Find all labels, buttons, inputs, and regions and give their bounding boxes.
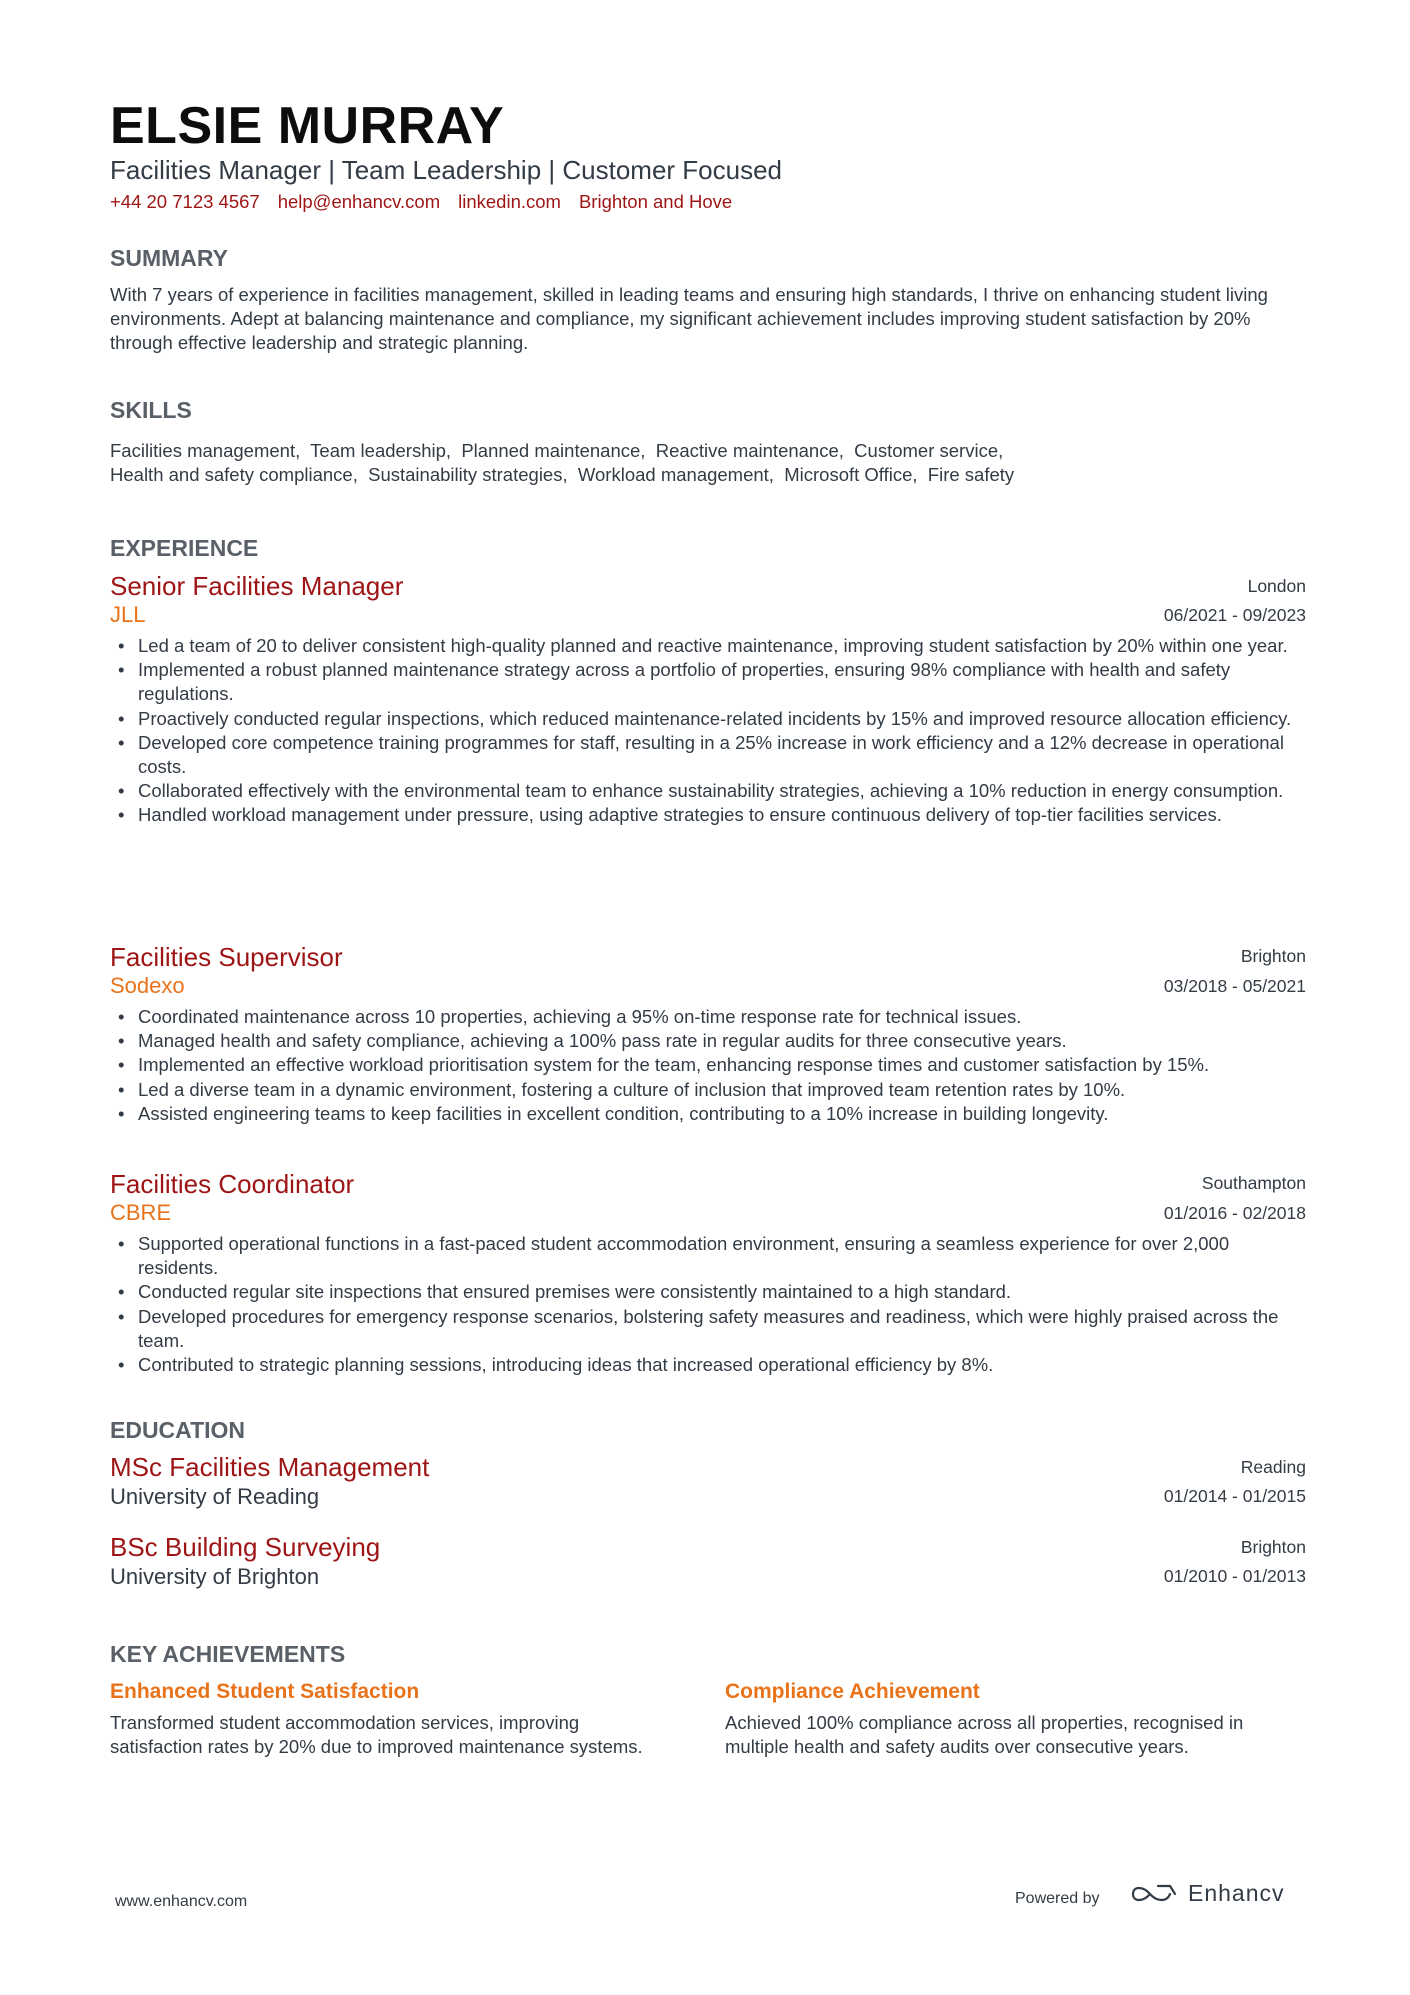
powered-by-label: Powered by	[1015, 1890, 1100, 1907]
job-bullets	[110, 1005, 1306, 1126]
job-dates: 03/2018 - 05/2021	[1163, 976, 1306, 996]
job-title: Facilities Coordinator	[110, 1169, 355, 1199]
education-dates: 01/2014 - 01/2015	[1163, 1486, 1306, 1506]
education-dates: 01/2010 - 01/2013	[1163, 1566, 1306, 1586]
company: Sodexo	[110, 973, 185, 998]
bullet-item: • Developed procedures for emergency response scenarios, bolstering safety measures and readiness, which were highly praised across the team.	[138, 1305, 1306, 1353]
achievement-text: Achieved 100% compliance across all properties, recognised in multiple health and safety audits over consecutive years.	[725, 1712, 1244, 1758]
bullet-item: • Proactively conducted regular inspections, which reduced maintenance-related incidents by 15% and improved resource allocation efficiency.	[138, 707, 1306, 731]
job-location: London	[1247, 576, 1306, 596]
bullet-item: • Implemented a robust planned maintenance strategy across a portfolio of properties, ensuring 98% compliance with health and safety regulations.	[138, 658, 1306, 706]
bullet-item: • Developed core competence training programmes for staff, resulting in a 25% increase in work efficiency and a 12% decrease in operational costs.	[138, 731, 1306, 779]
footer-brand: Enhancv	[1188, 1880, 1285, 1906]
bullet-item: • Conducted regular site inspections that ensured premises were consistently maintained to a high standard.	[138, 1280, 1306, 1304]
achievement-title: Enhanced Student Satisfaction	[110, 1680, 420, 1703]
degree-title: BSc Building Surveying	[110, 1532, 381, 1562]
school-name: University of Reading	[110, 1484, 320, 1509]
skills-line: Facilities management, Team leadership, Planned maintenance, Reactive maintenance, Customer service,	[110, 440, 1004, 461]
bullet-item: • Collaborated effectively with the environmental team to enhance sustainability strategies, achieving a 10% reduction in energy consumption.	[138, 779, 1306, 803]
achievement-title: Compliance Achievement	[725, 1680, 980, 1703]
phone[interactable]: +44 20 7123 4567	[110, 191, 260, 212]
skills-heading: SKILLS	[110, 397, 192, 423]
bullet-item: • Coordinated maintenance across 10 properties, achieving a 95% on-time response rate for technical issues.	[138, 1005, 1306, 1029]
company: CBRE	[110, 1200, 172, 1225]
achievement-text: Transformed student accommodation services, improving satisfaction rates by 20% due to improved maintenance systems.	[110, 1712, 643, 1758]
bullet-item: • Contributed to strategic planning sessions, introducing ideas that increased operational efficiency by 8%.	[138, 1353, 1306, 1377]
school-name: University of Brighton	[110, 1564, 320, 1589]
job-dates: 06/2021 - 09/2023	[1163, 605, 1306, 625]
bullet-item: • Implemented an effective workload prioritisation system for the team, enhancing response times and customer satisfaction by 15%.	[138, 1053, 1306, 1077]
contact-info	[110, 190, 750, 214]
bullet-item: • Assisted engineering teams to keep facilities in excellent condition, contributing to a 10% increase in building longevity.	[138, 1102, 1306, 1126]
bullet-item: • Led a diverse team in a dynamic environment, fostering a culture of inclusion that improved team retention rates by 10%.	[138, 1078, 1306, 1102]
education-heading: EDUCATION	[110, 1417, 246, 1443]
skills-line: Health and safety compliance, Sustainability strategies, Workload management, Microsoft Office, Fire safety	[110, 464, 1015, 485]
job-bullets	[110, 634, 1306, 828]
education-location: Brighton	[1240, 1537, 1306, 1557]
enhancv-logo[interactable]	[1130, 1880, 1285, 1907]
summary-heading: SUMMARY	[110, 245, 228, 271]
achievements-heading: KEY ACHIEVEMENTS	[110, 1641, 346, 1667]
job-dates: 01/2016 - 02/2018	[1163, 1203, 1306, 1223]
email[interactable]: help@enhancv.com	[277, 191, 441, 212]
job-location: Brighton	[1240, 946, 1306, 966]
degree-title: MSc Facilities Management	[110, 1452, 430, 1482]
bullet-item: • Managed health and safety compliance, achieving a 100% pass rate in regular audits for three consecutive years.	[138, 1029, 1306, 1053]
footer-website[interactable]: www.enhancv.com	[115, 1893, 248, 1910]
education-location: Reading	[1240, 1457, 1306, 1477]
headline: Facilities Manager | Team Leadership | Customer Focused	[110, 155, 783, 185]
company: JLL	[110, 602, 146, 627]
job-title: Facilities Supervisor	[110, 942, 343, 972]
job-location: Southampton	[1201, 1173, 1306, 1193]
bullet-item: • Led a team of 20 to deliver consistent high-quality planned and reactive maintenance, improving student satisfaction by 20% within one year.	[138, 634, 1306, 658]
job-title: Senior Facilities Manager	[110, 571, 404, 601]
location: Brighton and Hove	[578, 191, 733, 212]
bullet-item: • Supported operational functions in a fast-paced student accommodation environment, ensuring a seamless experience for over 2,000 residents.	[138, 1232, 1306, 1280]
enhancv-logo-icon	[1130, 1881, 1178, 1907]
bullet-item: • Handled workload management under pressure, using adaptive strategies to ensure continuous delivery of top-tier facilities services.	[138, 803, 1306, 827]
linkedin[interactable]: linkedin.com	[458, 191, 561, 212]
candidate-name: ELSIE MURRAY	[110, 97, 505, 155]
summary-text: With 7 years of experience in facilities management, skilled in leading teams and ensuring high standards, I thrive on enhancing student living environments. Adept at balancing maintenance and compliance, my significant achievement includes improving student satisfaction by 20% through effective leadership and strategic planning.	[110, 284, 1268, 354]
job-bullets	[110, 1232, 1306, 1377]
experience-heading: EXPERIENCE	[110, 535, 259, 561]
